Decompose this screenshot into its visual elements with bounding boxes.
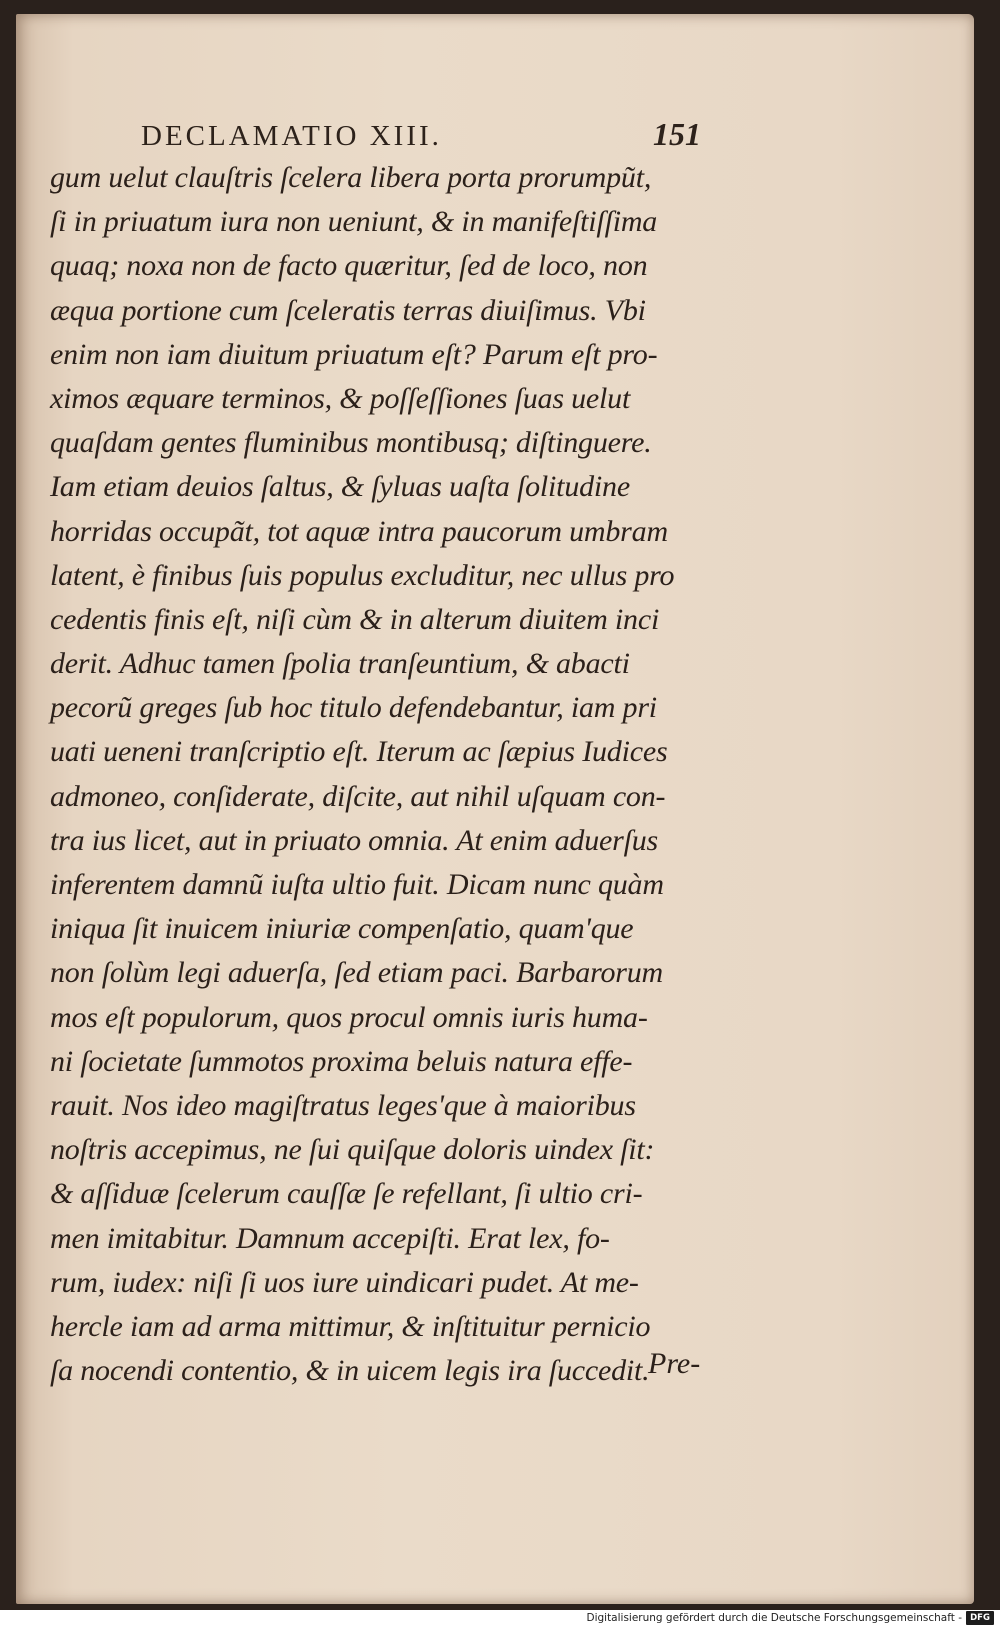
text-line: uati ueneni tranſcriptio eſt. Iterum ac ſæpius Iudices xyxy=(50,735,668,769)
catchword: Pre- xyxy=(648,1347,701,1380)
text-line: rum, iudex: niſi ſi uos iure uindicari pudet. At me- xyxy=(50,1265,639,1299)
text-line: & aſſiduæ ſcelerum cauſſæ ſe refellant, ſi ultio cri- xyxy=(50,1177,643,1211)
text-line: gum uelut clauſtris ſcelera libera porta prorumpũt, xyxy=(50,161,652,194)
text-line: inferentem damnũ iuſta ultio fuit. Dicam nunc quàm xyxy=(50,868,664,901)
folio-number: 151 xyxy=(653,116,701,152)
text-line: ni ſocietate ſummotos proxima beluis natura effe- xyxy=(50,1044,633,1078)
text-line: ſa nocendi contentio, & in uicem legis ira ſuccedit. xyxy=(50,1354,650,1388)
text-line: iniqua ſit inuicem iniuriæ compenſatio, quam'que xyxy=(50,912,634,946)
text-line: enim non iam diuitum priuatum eſt? Parum eſt pro- xyxy=(50,337,658,371)
text-line: mos eſt populorum, quos procul omnis iuris huma- xyxy=(50,1000,648,1034)
running-title: DECLAMATIO XIII. xyxy=(141,120,442,152)
body-text xyxy=(50,156,740,1393)
text-line: ximos æquare terminos, & poſſeſſiones ſuas uelut xyxy=(50,381,631,415)
text-line: cedentis finis eſt, niſi cùm & in alterum diuitem inci xyxy=(50,602,660,636)
text-line: ſi in priuatum iura non ueniunt, & in manifeſtiſſima xyxy=(50,205,658,239)
text-line: latent, è finibus ſuis populus excluditur, nec ullus pro xyxy=(50,558,675,592)
book-page xyxy=(16,14,974,1604)
text-line: horridas occupãt, tot aquæ intra paucorum umbram xyxy=(50,514,668,548)
text-line: Iam etiam deuios ſaltus, & ſyluas uaſta ſolitudine xyxy=(50,470,630,504)
text-line: rauit. Nos ideo magiſtratus leges'que à maioribus xyxy=(50,1088,636,1122)
text-line: quaq; noxa non de facto quæritur, ſed de loco, non xyxy=(50,249,648,283)
dfg-logo: DFG xyxy=(966,1611,994,1625)
text-line: quaſdam gentes fluminibus montibusq; diſtinguere. xyxy=(50,426,652,460)
text-line: tra ius licet, aut in priuato omnia. At enim aduerſus xyxy=(50,823,659,857)
text-line: admoneo, conſiderate, diſcite, aut nihil uſquam con- xyxy=(50,779,666,813)
text-line: derit. Adhuc tamen ſpolia tranſeuntium, & abacti xyxy=(50,647,630,681)
text-line: hercle iam ad arma mittimur, & inſtituitur pernicio xyxy=(50,1309,651,1343)
text-line: pecorũ greges ſub hoc titulo defendebantur, iam pri xyxy=(50,691,657,725)
text-line: men imitabitur. Damnum accepiſti. Erat lex, fo- xyxy=(50,1221,610,1255)
text-line: noſtris accepimus, ne ſui quiſque doloris uindex ſit: xyxy=(50,1133,655,1167)
digitization-credit: Digitalisierung gefördert durch die Deutsche Forschungsgemeinschaft - xyxy=(586,1612,962,1624)
text-line: æqua portione cum ſceleratis terras diuiſimus. Vbi xyxy=(50,293,646,327)
running-head xyxy=(141,116,701,160)
text-line: non ſolùm legi aduerſa, ſed etiam paci. Barbarorum xyxy=(50,956,663,990)
